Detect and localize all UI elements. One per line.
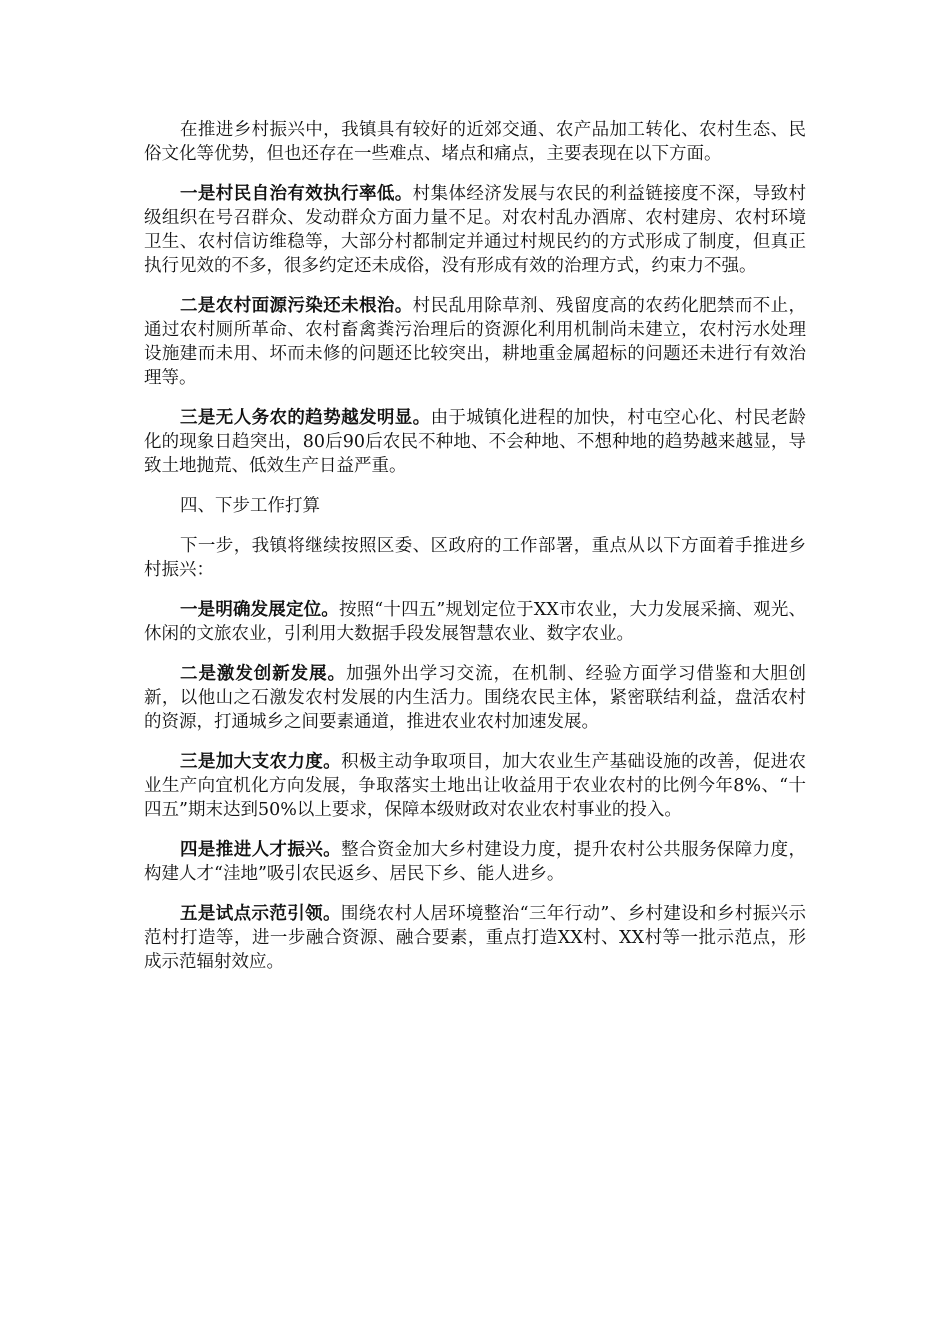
paragraph-lead: 五是试点示范引领。	[180, 904, 341, 924]
paragraph-lead: 四是推进人才振兴。	[180, 840, 342, 860]
paragraph-problem-2	[144, 294, 806, 390]
paragraph-text: 加强外出学习交流，在机制、经验方面学习借鉴和大胆创新，以他山之石激发农村发展的内生活力。围绕农民主体，紧密联结利益，盘活农村的资源，打通城乡之间要素通道，推进农业农村加速发展。	[144, 664, 807, 732]
paragraph-lead: 三是加大支农力度。	[180, 752, 342, 772]
paragraph-plan-intro	[144, 534, 806, 582]
paragraph-lead: 二是农村面源污染还未根治。	[180, 296, 413, 316]
paragraph-text: 由于城镇化进程的加快，村屯空心化、村民老龄化的现象日趋突出，80后90后农民不种地、不会种地、不想种地的趋势越来越显，导致土地抛荒、低效生产日益严重。	[144, 408, 807, 476]
section-heading	[144, 494, 806, 518]
paragraph-intro	[144, 118, 806, 166]
section-heading-text: 四、下步工作打算	[180, 496, 320, 516]
paragraph-text: 整合资金加大乡村建设力度，提升农村公共服务保障力度，构建人才“洼地”吸引农民返乡、居民下乡、能人进乡。	[144, 840, 807, 884]
paragraph-lead: 三是无人务农的趋势越发明显。	[180, 408, 431, 428]
paragraph-lead: 二是激发创新发展。	[180, 664, 346, 684]
paragraph-plan-4	[144, 838, 806, 886]
paragraph-text: 下一步，我镇将继续按照区委、区政府的工作部署，重点从以下方面着手推进乡村振兴：	[144, 536, 806, 580]
paragraph-text: 在推进乡村振兴中，我镇具有较好的近郊交通、农产品加工转化、农村生态、民俗文化等优势，但也还存在一些难点、堵点和痛点，主要表现在以下方面。	[144, 120, 806, 164]
paragraph-lead: 一是村民自治有效执行率低。	[180, 184, 413, 204]
paragraph-plan-3	[144, 750, 806, 822]
document-body	[144, 118, 806, 990]
paragraph-lead: 一是明确发展定位。	[180, 600, 339, 620]
paragraph-text: 村集体经济发展与农民的利益链接度不深，导致村级组织在号召群众、发动群众方面力量不足。对农村乱办酒席、农村建房、农村环境卫生、农村信访维稳等，大部分村都制定并通过村规民约的方式形成了制度，但真正执行见效的不多，很多约定还未成俗，没有形成有效的治理方式，约束力不强。	[144, 184, 807, 276]
paragraph-text: 积极主动争取项目，加大农业生产基础设施的改善，促进农业生产向宜机化方向发展，争取落实土地出让收益用于农业农村的比例今年8%、“十四五”期末达到50%以上要求，保障本级财政对农业农村事业的投入。	[144, 752, 807, 820]
paragraph-text: 围绕农村人居环境整治“三年行动”、乡村建设和乡村振兴示范村打造等，进一步融合资源、融合要素，重点打造XX村、XX村等一批示范点，形成示范辐射效应。	[144, 904, 806, 972]
paragraph-problem-3	[144, 406, 806, 478]
paragraph-text: 按照“十四五”规划定位于XX市农业，大力发展采摘、观光、休闲的文旅农业，引利用大数据手段发展智慧农业、数字农业。	[144, 600, 807, 644]
paragraph-problem-1	[144, 182, 806, 278]
paragraph-text: 村民乱用除草剂、残留度高的农药化肥禁而不止，通过农村厕所革命、农村畜禽粪污治理后的资源化利用机制尚未建立，农村污水处理设施建而未用、坏而未修的问题还比较突出，耕地重金属超标的问题还未进行有效治理等。	[144, 296, 807, 388]
paragraph-plan-2	[144, 662, 806, 734]
paragraph-plan-5	[144, 902, 806, 974]
paragraph-plan-1	[144, 598, 806, 646]
